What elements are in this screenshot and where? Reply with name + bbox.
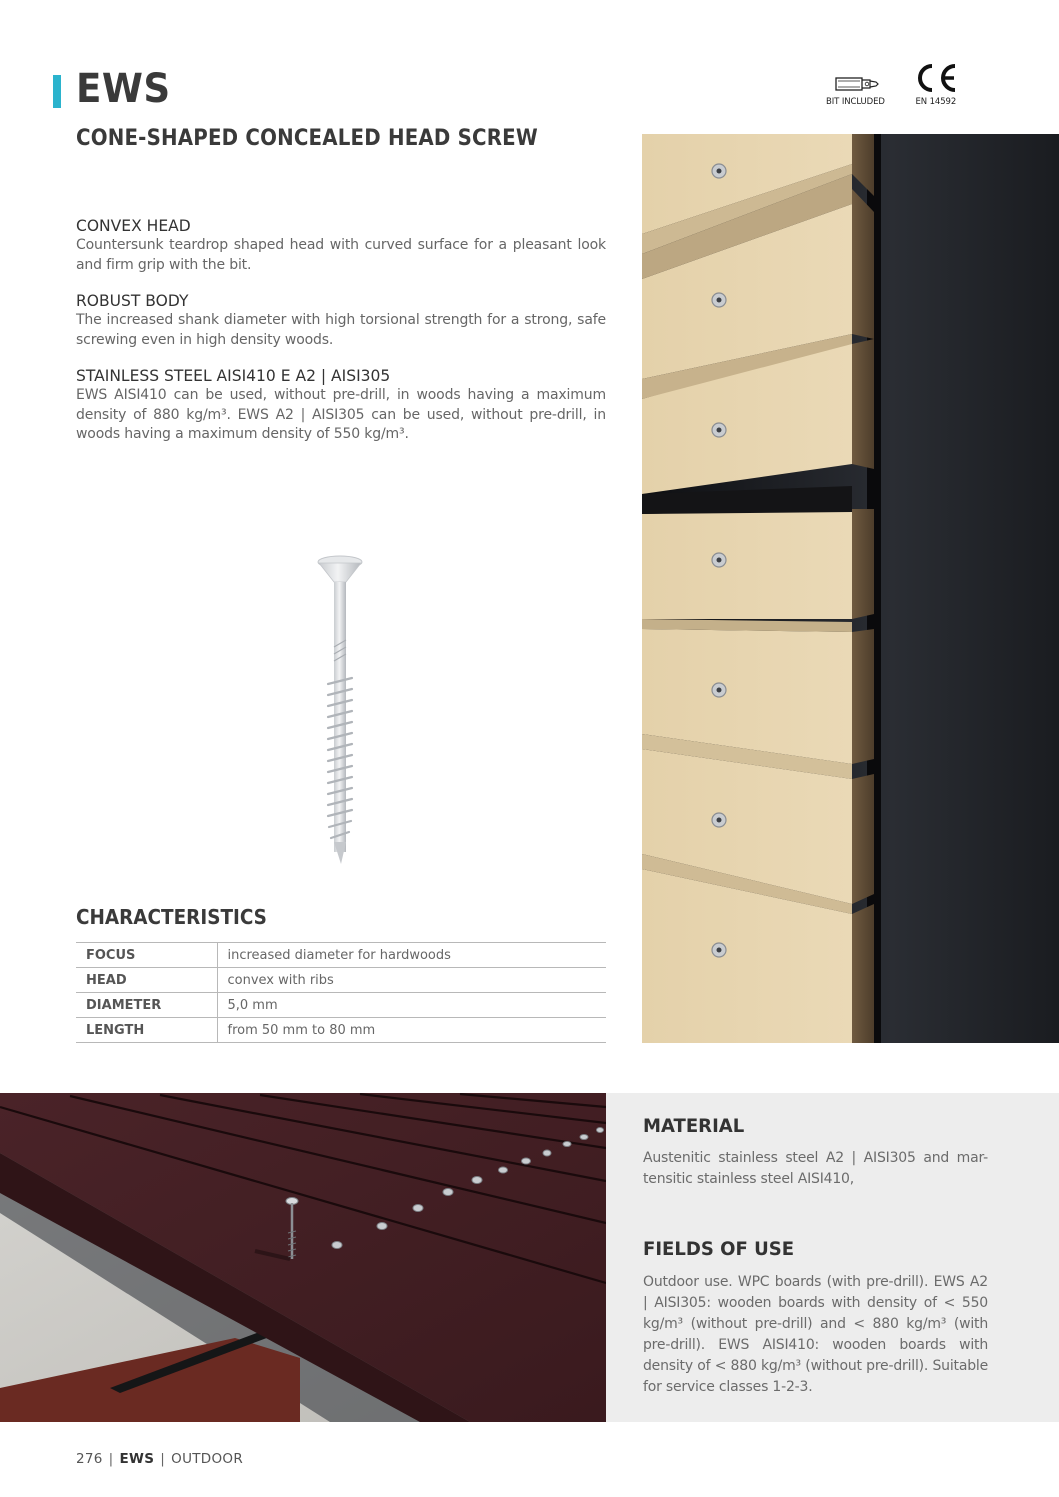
- table-row: [76, 943, 606, 968]
- row-value: convex with ribs: [217, 968, 606, 993]
- page-number: 276: [76, 1451, 103, 1467]
- feature-stainless-steel: [76, 366, 606, 445]
- table-row: [76, 968, 606, 993]
- feature-list: [76, 216, 606, 461]
- bit-included-badge: [826, 74, 885, 107]
- feature-heading: ROBUST BODY: [76, 291, 189, 310]
- feature-text: EWS AISI410 can be used, without pre-drill, in woods having a maximum density of 880 kg/m³. EWS A2 | AISI305 can be used, without pre-drill, in woods having a maximum density of 550 kg/m³.: [76, 387, 606, 442]
- feature-text: The increased shank diameter with high torsional strength for a strong, safe screwing even in high density woods.: [76, 312, 606, 348]
- material-title: MATERIAL: [643, 1115, 745, 1137]
- row-key: HEAD: [76, 968, 217, 993]
- page-title: EWS: [76, 66, 171, 112]
- row-value: increased diameter for hardwoods: [217, 943, 606, 968]
- ce-badge: [913, 62, 959, 107]
- certification-badges: [826, 62, 959, 107]
- fields-of-use-title: FIELDS OF USE: [643, 1238, 795, 1260]
- fields-of-use-text: Outdoor use. WPC boards (with pre-drill). EWS A2 | AISI305: wooden boards with density of < 550 kg/m³ (without pre-drill) and < 880 kg/m³ (with pre-drill). EWS AISI410: wooden boards with density of < 880 kg/m³ (without pre-drill). Suitable for service classes 1-2-3.: [643, 1274, 988, 1395]
- feature-robust-body: [76, 291, 606, 350]
- page-footer: [76, 1451, 243, 1467]
- table-row: [76, 993, 606, 1018]
- table-row: [76, 1018, 606, 1043]
- characteristics-title: CHARACTERISTICS: [76, 905, 267, 929]
- row-key: LENGTH: [76, 1018, 217, 1043]
- row-value: 5,0 mm: [217, 993, 606, 1018]
- material-text: Austenitic stainless steel A2 | AISI305 and mar-tensitic stainless steel AISI410,: [643, 1150, 988, 1187]
- wpc-decking-photo: [0, 1093, 606, 1422]
- feature-heading: STAINLESS STEEL AISI410 E A2 | AISI305: [76, 366, 391, 385]
- info-panel: [606, 1093, 1059, 1422]
- footer-section: OUTDOOR: [171, 1451, 244, 1467]
- footer-product: EWS: [119, 1451, 155, 1467]
- bit-included-label: BIT INCLUDED: [826, 97, 885, 107]
- footer-separator: |: [160, 1451, 166, 1467]
- screwdriver-bit-icon: [826, 74, 884, 94]
- row-key: DIAMETER: [76, 993, 217, 1018]
- feature-convex-head: [76, 216, 606, 275]
- ce-mark-icon: [913, 62, 959, 94]
- wooden-slat-facade-photo: [642, 134, 1059, 1043]
- title-accent-bar: [53, 75, 61, 108]
- en-standard-label: EN 14592: [915, 97, 957, 107]
- feature-heading: CONVEX HEAD: [76, 216, 191, 235]
- feature-text: Countersunk teardrop shaped head with curved surface for a pleasant look and firm grip with the bit.: [76, 237, 606, 273]
- screw-product-image: [312, 552, 372, 867]
- characteristics-table: [76, 942, 606, 1043]
- row-key: FOCUS: [76, 943, 217, 968]
- row-value: from 50 mm to 80 mm: [217, 1018, 606, 1043]
- footer-separator: |: [108, 1451, 114, 1467]
- page-subtitle: CONE-SHAPED CONCEALED HEAD SCREW: [76, 126, 538, 151]
